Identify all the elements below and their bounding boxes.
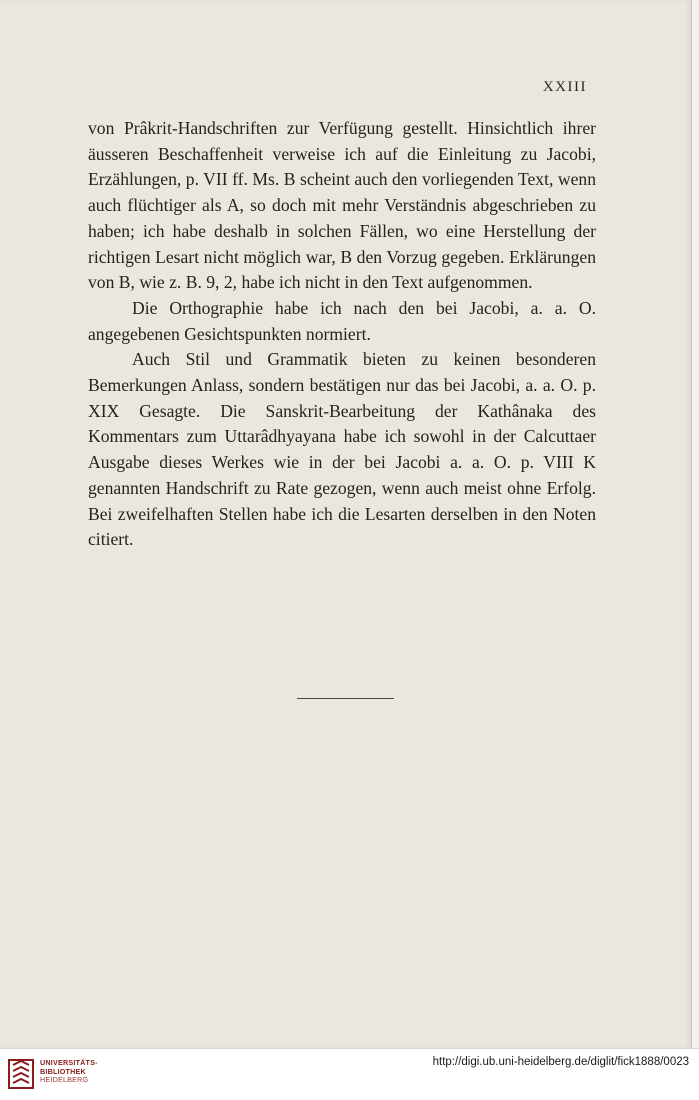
page-edge xyxy=(691,0,699,1048)
library-logo-icon xyxy=(8,1057,34,1091)
body-text xyxy=(88,116,596,553)
paragraph-1: von Prâkrit-Handschriften zur Verfügung gestellt. Hinsichtlich ihrer äusseren Beschaffenheit verweise ich auf die Einleitung zu Jacobi, Erzählungen, p. VII ff. Ms. B scheint auch den vorliegenden Text, wenn auch flüchtiger als A, so doch mit mehr Verständnis abgeschrieben zu haben; ich habe deshalb in solchen Fällen, wo eine Herstellung der richtigen Lesart nicht möglich war, B den Vorzug gegeben. Erklärungen von B, wie z. B. 9, 2, habe ich nicht in den Text aufgenommen. xyxy=(88,118,596,293)
logo-line-3: HEIDELBERG xyxy=(40,1075,89,1085)
paragraph-3: Auch Stil und Grammatik bieten zu keinen besonderen Bemerkungen Anlass, sondern bestätigen nur das bei Jacobi, a. a. O. p. XIX Gesagte. Die Sanskrit-Bearbeitung der Kathânaka des Kommentars zum Uttarâdhyayana habe ich sowohl in der Calcuttaer Ausgabe dieses Werkes wie in der bei Jacobi a. a. O. p. VIII K genannten Handschrift zu Rate gezogen, wenn auch meist ohne Erfolg. Bei zweifelhaften Stellen habe ich die Lesarten derselben in den Noten citiert. xyxy=(88,349,596,550)
paragraph-2: Die Orthographie habe ich nach den bei Jacobi, a. a. O. angegebenen Gesichtspunkten normiert. xyxy=(88,297,596,344)
page-number: XXIII xyxy=(542,79,587,95)
library-logo-text xyxy=(40,1059,98,1085)
footer-bar xyxy=(0,1048,699,1100)
section-end-rule xyxy=(297,698,394,699)
source-url-link[interactable]: http://digi.ub.uni-heidelberg.de/diglit/fick1888/0023 xyxy=(432,1056,689,1068)
logo-line-1: UNIVERSITÄTS- xyxy=(40,1058,98,1067)
logo-line-2: BIBLIOTHEK xyxy=(40,1066,86,1076)
